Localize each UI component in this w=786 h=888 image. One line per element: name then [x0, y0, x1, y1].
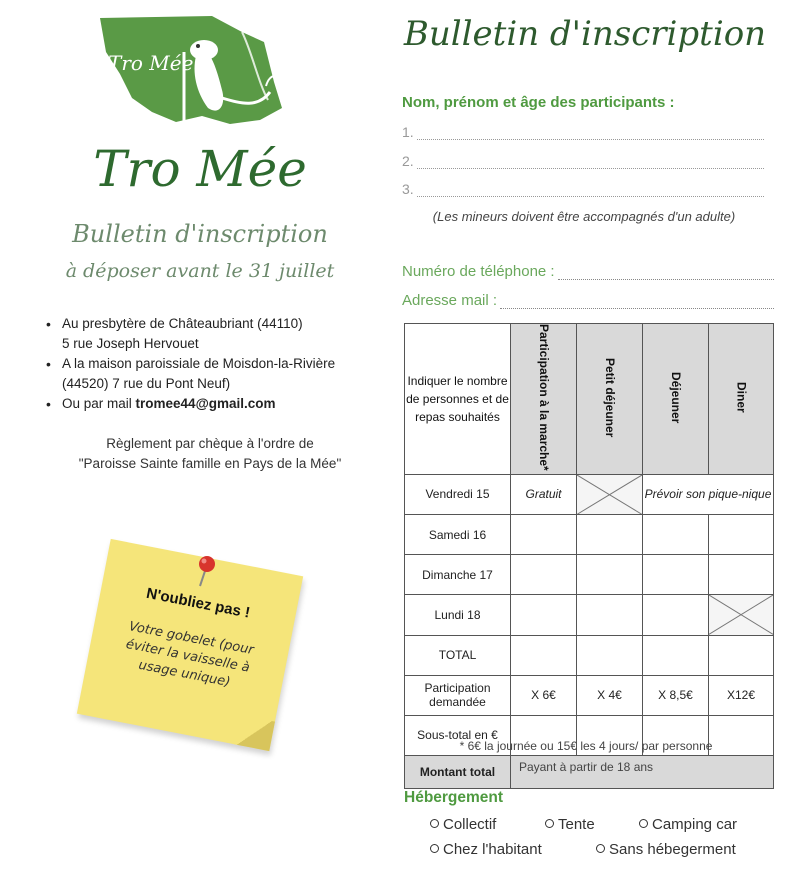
note-fold [234, 715, 275, 751]
col-header-dejeuner: Déjeuner [643, 324, 709, 475]
address-item [46, 394, 376, 414]
col-header-diner: Diner [709, 324, 774, 475]
payment-line2: "Paroisse Sainte famille en Pays de la Mée" [78, 456, 342, 471]
participant-line-1[interactable] [402, 124, 764, 140]
left-subtitle: à déposer avant le 31 juillet [65, 260, 335, 282]
participant-number: 2. [402, 153, 414, 169]
input-cell[interactable] [643, 595, 709, 635]
radio-circle-icon [596, 844, 605, 853]
option-chez-habitant[interactable]: Chez l'habitant [430, 841, 542, 858]
radio-circle-icon [430, 844, 439, 853]
right-title: Bulletin d'inscription [403, 14, 767, 54]
logo-badge-text: Tro Mée [108, 51, 194, 75]
phone-label: Numéro de téléphone : [402, 263, 555, 280]
note-heading: N'oubliez pas ! [144, 584, 252, 622]
email-field[interactable] [402, 292, 774, 309]
price-cell: X12€ [709, 675, 774, 715]
row-label: Participation demandée [405, 675, 511, 715]
input-cell[interactable] [511, 555, 577, 595]
table-row [405, 675, 774, 715]
email-link[interactable]: tromee44@gmail.com [135, 396, 276, 411]
sticky-note [77, 539, 303, 751]
input-cell[interactable] [643, 555, 709, 595]
payment-line1: Règlement par chèque à l'ordre de [106, 436, 314, 451]
brand-name: Tro Mée [93, 140, 307, 198]
note-body: Votre gobelet (pour éviter la vaisselle à usage unique) [124, 619, 255, 691]
participants-heading: Nom, prénom et âge des participants : [402, 94, 675, 111]
col-header-petit-dejeuner: Petit déjeuner [577, 324, 643, 475]
participant-number: 1. [402, 124, 414, 140]
option-tente[interactable]: Tente [545, 816, 595, 833]
price-cell: X 4€ [577, 675, 643, 715]
input-cell[interactable] [643, 515, 709, 555]
option-sans-hebergement[interactable]: Sans hébegerment [596, 841, 736, 858]
input-cell[interactable] [709, 515, 774, 555]
phone-field[interactable] [402, 263, 774, 280]
row-label: Samedi 16 [405, 515, 511, 555]
cell-picnic: Prévoir son pique-nique [643, 474, 774, 514]
pushpin-icon [194, 554, 220, 590]
participant-line-3[interactable] [402, 181, 764, 197]
table-row [405, 635, 774, 675]
radio-circle-icon [545, 819, 554, 828]
input-cell[interactable] [709, 555, 774, 595]
input-cell[interactable] [577, 515, 643, 555]
address-item [46, 354, 376, 394]
mail-prefix: Ou par mail [62, 396, 136, 411]
address-list [46, 314, 376, 414]
age-footnote: Payant à partir de 18 ans [518, 760, 654, 774]
table-header-row [405, 324, 774, 475]
col-header-marche: Participation à la marche* [511, 324, 577, 475]
address-line2: (44520) 7 rue du Pont Neuf) [62, 376, 231, 391]
hebergement-heading: Hébergement [404, 789, 504, 806]
address-item [46, 314, 376, 354]
left-title: Bulletin d'inscription [72, 220, 328, 248]
row-label: TOTAL [405, 635, 511, 675]
payment-info [40, 434, 380, 474]
price-cell: X 8,5€ [643, 675, 709, 715]
address-line1: Au presbytère de Châteaubriant (44110) [62, 316, 303, 331]
participant-number: 3. [402, 181, 414, 197]
row-label: Lundi 18 [405, 595, 511, 635]
table-row [405, 555, 774, 595]
price-footnote: * 6€ la journée ou 15€ les 4 jours/ par personne [459, 739, 713, 753]
input-cell[interactable] [577, 635, 643, 675]
input-cell[interactable] [577, 555, 643, 595]
tro-mee-logo [92, 12, 290, 130]
input-cell[interactable] [511, 515, 577, 555]
row-label: Vendredi 15 [405, 474, 511, 514]
table-row [405, 515, 774, 555]
table-row [405, 595, 774, 635]
minors-note: (Les mineurs doivent être accompagnés d'un adulte) [432, 209, 736, 224]
crossed-cell [709, 595, 774, 635]
input-cell[interactable] [643, 635, 709, 675]
input-cell[interactable] [511, 635, 577, 675]
participant-line-2[interactable] [402, 153, 764, 169]
input-cell[interactable] [511, 595, 577, 635]
header-instructions: Indiquer le nombre de personnes et de repas souhaités [405, 324, 511, 475]
email-label: Adresse mail : [402, 292, 498, 309]
address-line1: A la maison paroissiale de Moisdon-la-Rivière [62, 356, 336, 371]
radio-circle-icon [430, 819, 439, 828]
address-line2: 5 rue Joseph Hervouet [62, 336, 199, 351]
registration-table [404, 323, 774, 789]
row-label: Dimanche 17 [405, 555, 511, 595]
price-cell: X 6€ [511, 675, 577, 715]
table-row [405, 474, 774, 514]
option-camping-car[interactable]: Camping car [639, 816, 737, 833]
option-collectif[interactable]: Collectif [430, 816, 496, 833]
input-cell[interactable] [577, 595, 643, 635]
row-label: Montant total [405, 755, 511, 788]
input-cell[interactable] [709, 635, 774, 675]
radio-circle-icon [639, 819, 648, 828]
crossed-cell [577, 474, 643, 514]
cell-gratuit: Gratuit [511, 474, 577, 514]
row-label: Sous-total en € [405, 715, 511, 755]
